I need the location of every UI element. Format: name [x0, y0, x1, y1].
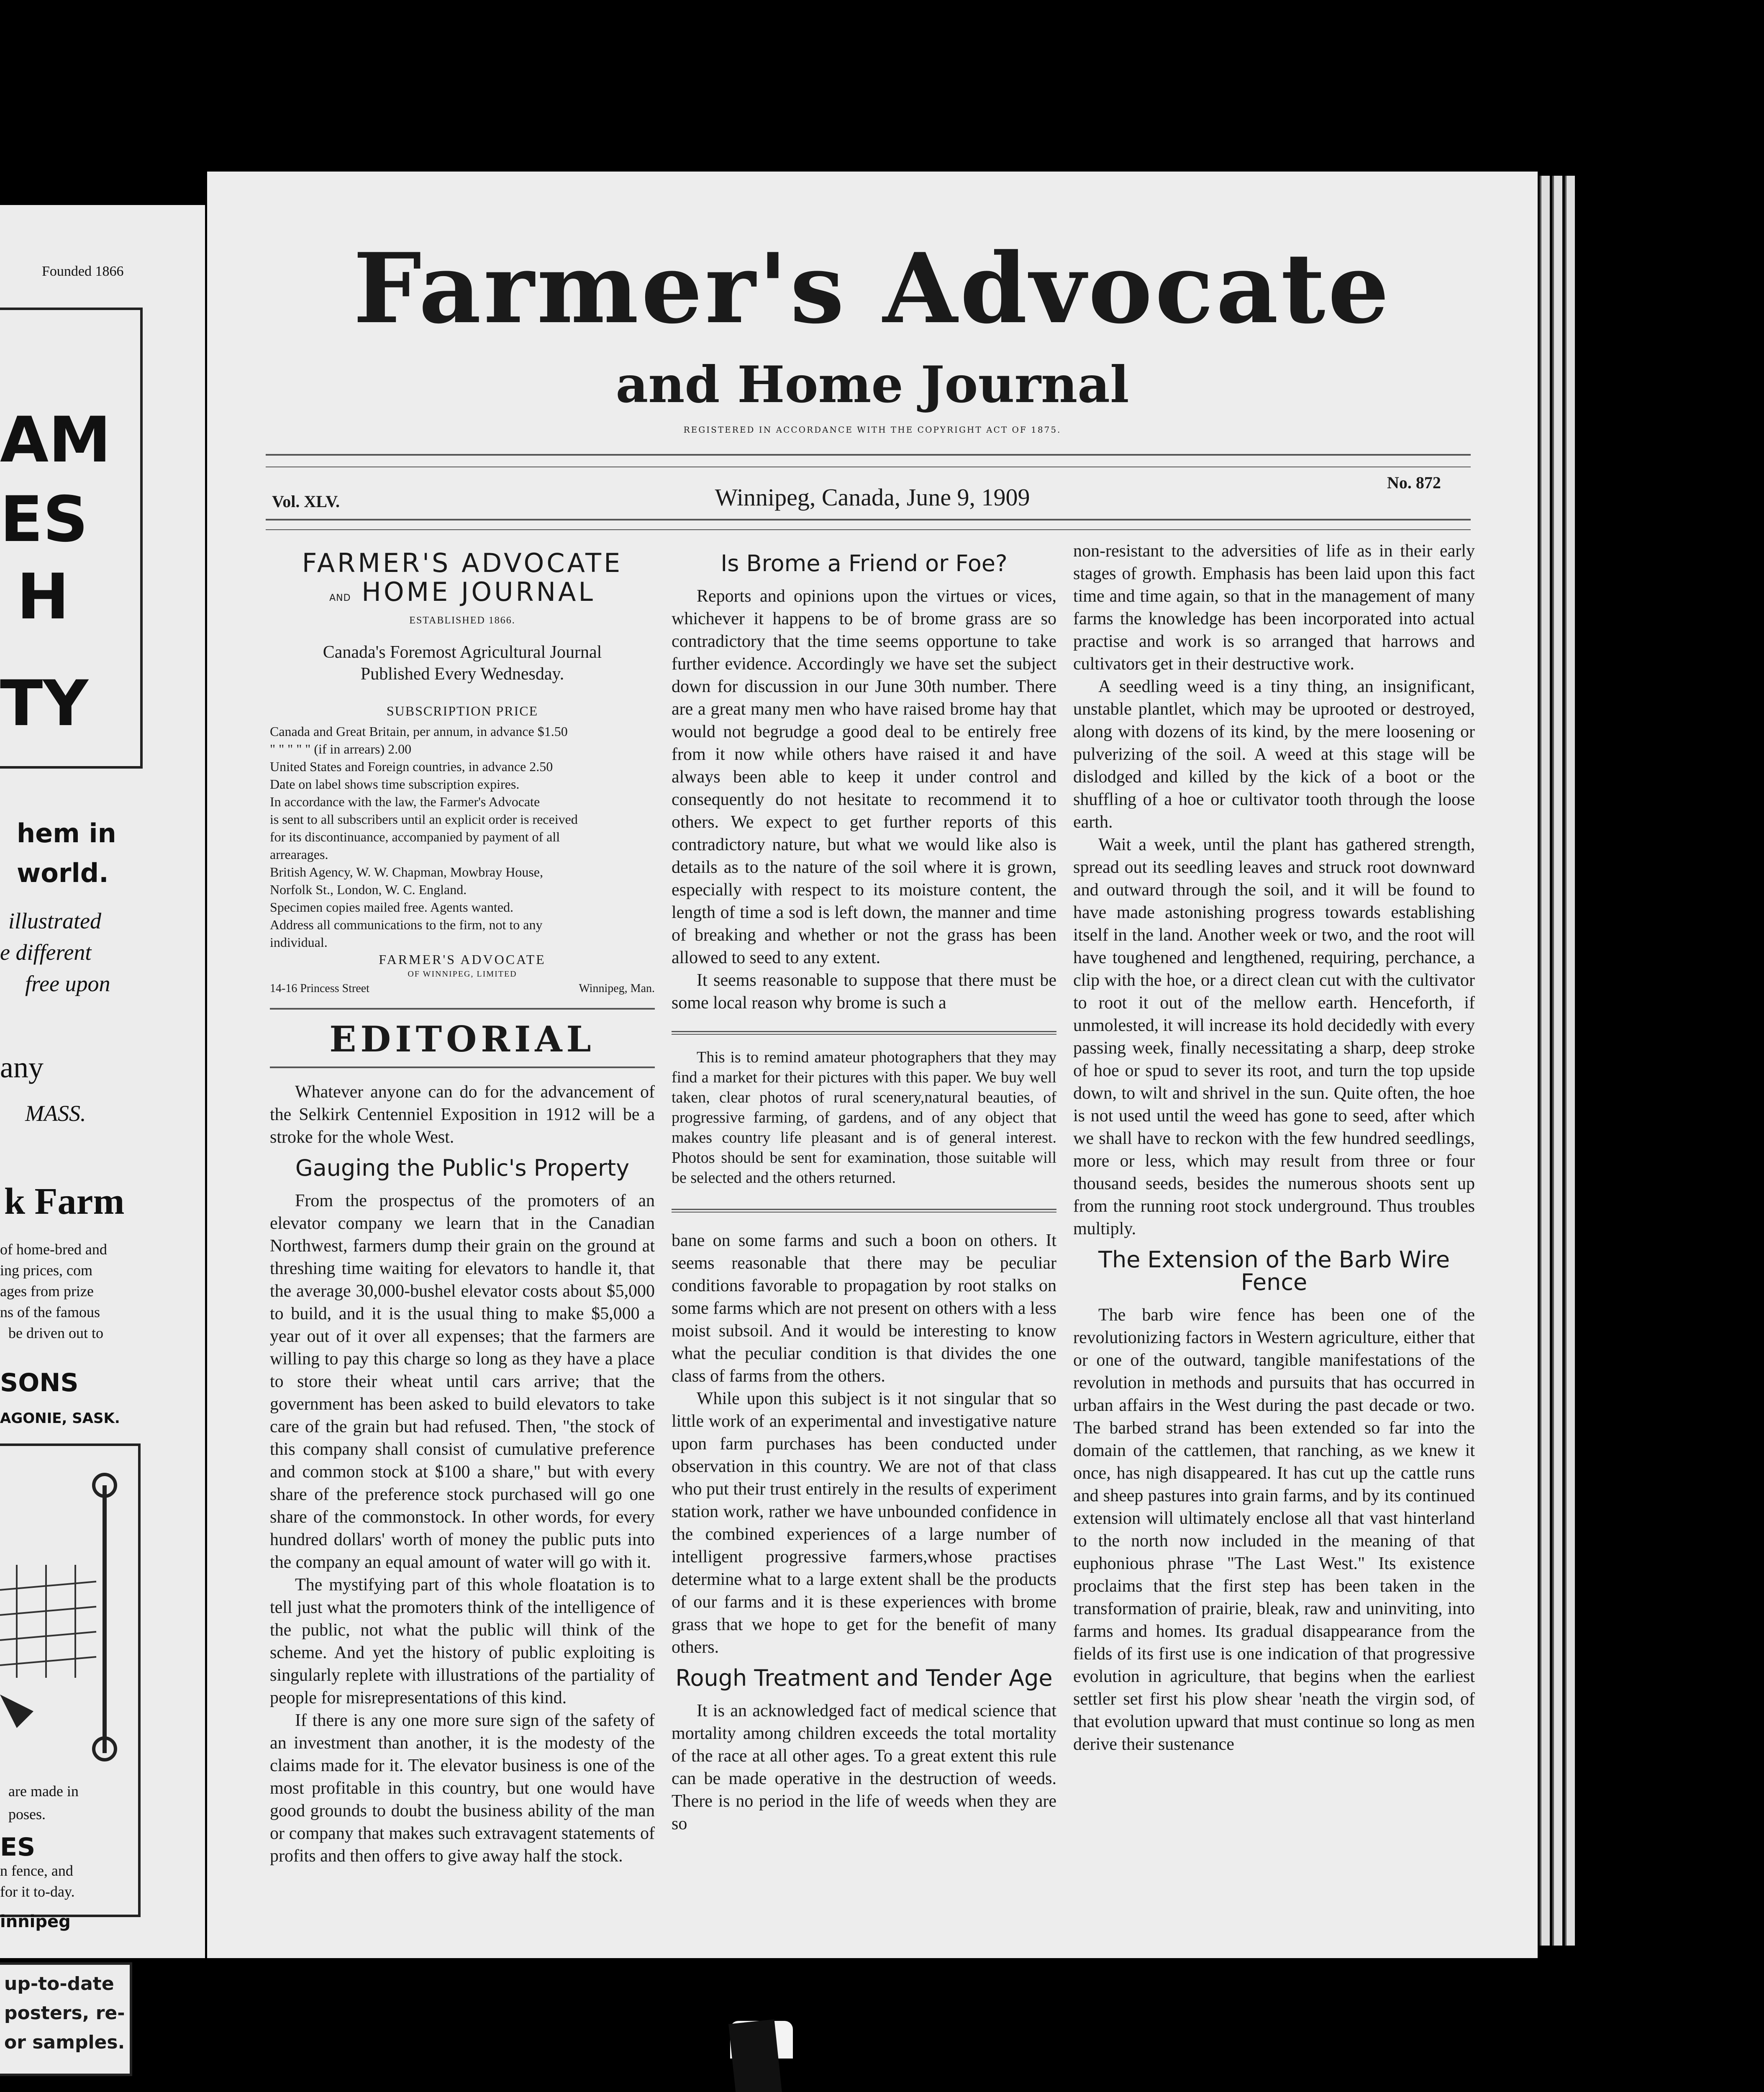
volume: Vol. XLV. [272, 492, 340, 511]
rule [270, 1067, 655, 1068]
paragraph: Wait a week, until the plant has gathered strength, spread out its seedling leaves and struck root downward and outward through the soil, and it will be found to have made astonishing progress towards establishing itself in the land. Another week or two, and the root will have toughened and lengthened, requiring, perchance, a clip with the hoe, or a direct clean cut with the cultivator to root it out of the mellow earth. Henceforth, if unmolested, it will increase its hold decidedly with every passing week, finally necessitating a sharp, deep stroke of hoe or spud to sever its root, and turn the top upside down, to wilt and shrivel in the sun. Quite often, the hoe is not used until the weed has gone to seed, after which we shall have to reckon with the few hundred seedlings, more or less, which may result from three or four thousand seeds, besides the numerous shoots sent up from the running root stock underground. Thus troubles multiply. [1073, 835, 1475, 1238]
ad-text: ages from prize [0, 1283, 94, 1300]
ad-text: poses. [8, 1806, 46, 1823]
address-line [270, 980, 655, 997]
ad-text: AM [0, 404, 111, 477]
masthead-title: Farmer's Advocate [353, 232, 1392, 345]
info-line: Address all communications to the firm, not to any [270, 917, 543, 932]
rule [266, 529, 1471, 530]
ad-text: be driven out to [8, 1325, 103, 1341]
main-page [207, 172, 1538, 1958]
column-1 [270, 548, 655, 1867]
ad-text: innipeg [0, 1912, 71, 1931]
ad-text: illustrated [8, 908, 102, 933]
tagline-1: Canada's Foremost Agricultural Journal [323, 643, 602, 662]
ad-text: of home-bred and [0, 1241, 107, 1258]
ad-text: ES [0, 1833, 36, 1862]
article-heading: Gauging the Public's Property [295, 1155, 630, 1181]
left-facing-page [0, 205, 205, 1958]
article-heading: Is Brome a Friend or Foe? [720, 550, 1008, 577]
info-line: " " " " " (if in arrears) 2.00 [270, 741, 412, 756]
article-heading: Rough Treatment and Tender Age [675, 1665, 1053, 1691]
ad-text: SONS [0, 1368, 79, 1397]
info-line: arrearages. [270, 847, 328, 862]
ad-text: k Farm [4, 1181, 125, 1222]
established: ESTABLISHED 1866. [409, 615, 515, 626]
publisher: FARMER'S ADVOCATE [379, 952, 546, 967]
rule [672, 1031, 1056, 1032]
rule [672, 1034, 1056, 1035]
info-line: Canada and Great Britain, per annum, in advance $1.50 [270, 724, 568, 739]
dateline: Winnipeg, Canada, June 9, 1909 [715, 484, 1030, 511]
city: Winnipeg, Man. [579, 982, 655, 995]
info-line: British Agency, W. W. Chapman, Mowbray House, [270, 864, 543, 879]
info-box-name-2: HOME JOURNAL [362, 577, 595, 607]
publisher-sub: OF WINNIPEG, LIMITED [408, 969, 517, 979]
masthead-subtitle: and Home Journal [615, 355, 1129, 414]
info-line: In accordance with the law, the Farmer's Advocate [270, 794, 540, 809]
ad-text: world. [17, 858, 109, 888]
ad-text: MASS. [25, 1101, 86, 1126]
paragraph: The mystifying part of this whole floatation is to tell just what the promoters think of the intelligence of the public, not what the public will think of the scheme. And yet the history of public exploiting is singularly replete with illustrations of the partiality of people for misrepresentations of this kind. [270, 1575, 655, 1707]
ad-box-3 [0, 1962, 132, 2076]
article-heading: The Extension of the Barb Wire Fence [1098, 1246, 1450, 1295]
info-line: Specimen copies mailed free. Agents wanted. [270, 900, 514, 915]
paragraph: non-resistant to the adversities of life as in their early stages of growth. Emphasis has been laid upon this fact time and time again, so that in the management of many farms the knowledge has been incorporated into actual practise and work is so arranged that harrows and cultivators get in their destructive work. [1073, 541, 1475, 674]
info-line: United States and Foreign countries, in advance 2.50 [270, 759, 553, 774]
ad-text: ns of the famous [0, 1304, 100, 1320]
info-line: individual. [270, 935, 328, 950]
column-2 [672, 548, 1056, 1835]
editorial-intro: Whatever anyone can do for the advancement of the Selkirk Centenniel Exposition in 1912 will be a stroke for the whole West. [270, 1082, 655, 1147]
paragraph: While upon this subject is it not singular that so little work of an experimental and investigative nature upon farm purchases has been conducted under observation in this country. We are not of that class who put their trust entirely in the results of experiment station work, rather we have unbounded confidence in the combined experiences of a large number of intelligent progressive farmers,whose practises determine what to a large extent shall be the products of our farms and it is these experiences with brome grass that we hope to get for the benefit of many others. [672, 1389, 1056, 1657]
ad-text: ing prices, com [0, 1262, 92, 1279]
ad-text: any [0, 1051, 44, 1084]
info-box-name: FARMER'S ADVOCATE [302, 548, 623, 578]
copyright-line: REGISTERED IN ACCORDANCE WITH THE COPYRIGHT ACT OF 1875. [683, 425, 1061, 435]
editorial-heading: EDITORIAL [329, 1018, 595, 1060]
ad-text: free upon [25, 971, 110, 996]
ad-text: hem in [17, 818, 116, 849]
rule [672, 1212, 1056, 1213]
column-3 [1073, 540, 1475, 1756]
photo-notice: This is to remind amateur photographers that they may find a market for their pictures with this paper. We buy well taken, clear photos of rural scenery,natural beauties, of progressive farming, of gardens, and of any object that makes country life pleasant and is of general interest. Photos should be sent for examination, those suitable will be selected and the others returned. [672, 1049, 1056, 1187]
subscription-details [270, 723, 655, 951]
rule [266, 519, 1471, 520]
subscription-heading: SUBSCRIPTION PRICE [386, 703, 538, 718]
info-line: Date on label shows time subscription expires. [270, 777, 520, 792]
paragraph: The barb wire fence has been one of the revolutionizing factors in Western agriculture, either that or one of the outward, tangible manifestations of the revolution in methods and pursuits that has occurred in urban affairs in the West during the past decade or two. The barbed strand has been extended so far into the domain of the cattlemen, that ranching, as we knew it once, has nigh disappeared. It has cut up the cattle runs and sheep pastures into grain farms, and by its continued extension will ultimately enclose all that vast hinterland to the north now included in the meaning of that euphonious phrase "The Last West." Its existence proclaims that the first step has been taken in the transformation of prairie, bleak, raw and uninviting, into farms and homes. Its gradual disappearance from the fields of its first use is one indication of that progressive evolution in agriculture, that begins when the earliest settler set first his plow shear 'neath the virgin sod, of that evolution upward that must continue so long as men derive their sustenance [1073, 1305, 1475, 1754]
ad-text: ES [0, 483, 88, 556]
info-line: for its discontinuance, accompanied by payment of all [270, 829, 560, 844]
paragraph: A seedling weed is a tiny thing, an insignificant, unstable plantlet, which may be uprooted or destroyed, along with dozens of its kind, by the mere loosening or pulverizing of the soil. A weed at this stage will be dislodged and killed by the kick of a boot or the shuffling of a hoe or cultivator tooth through the loose earth. [1073, 677, 1475, 832]
rule [266, 454, 1471, 456]
ad-text: up-to-date [4, 1973, 114, 1995]
founded-note: Founded 1866 [42, 264, 124, 279]
paragraph: bane on some farms and such a boon on others. It seems reasonable that there may be peculiar conditions favorable to propagation by root stalks on some farms which are not present on others with a less moist subsoil. And it would be interesting to know what the peculiar condition is that divides the one class of farms from the others. [672, 1231, 1056, 1386]
issue-number: No. 872 [1387, 473, 1441, 492]
info-box-and: AND [329, 593, 351, 603]
paragraph: Reports and opinions upon the virtues or vices, whichever it happens to be of brome grass are so contradictory that the time seems opportune to take further evidence. Accordingly we have set the subject down for discussion in our June 30th number. There are a great many men who have raised brome hay that would not begrudge a good deal to be entirely free from it now while others have raised it and have always been able to keep it under control and consequently do not hesitate to recommend it to others. We expect to get further reports of this contradictory nature, but what we would like also is details as to the nature of the soil where it is grown, especially with respect to its moisture content, the length of time a sod is left down, the manner and time of breaking and whether or not the grass has been allowed to seed to any extent. [672, 587, 1056, 967]
ad-text: e different [0, 940, 92, 965]
rule [270, 1008, 655, 1010]
paragraph: It seems reasonable to suppose that there must be some local reason why brome is such a [672, 971, 1056, 1013]
info-line: is sent to all subscribers until an explicit order is received [270, 812, 578, 827]
ad-text: for it to-day. [0, 1883, 75, 1900]
ad-text: TY [0, 667, 88, 740]
ad-text: H [17, 561, 69, 633]
paragraph: It is an acknowledged fact of medical science that mortality among children exceeds the total mortality of the race at all other ages. To a great extent this rule can be made operative in the destruction of weeds. There is no period in the life of weeds when they are so [672, 1701, 1056, 1833]
ad-text: are made in [8, 1783, 79, 1800]
paragraph: From the prospectus of the promoters of an elevator company we learn that in the Canadian Northwest, farmers dump their grain on the ground at threshing time waiting for elevators to handle it, that the average 30,000-bushel elevator costs about $5,000 to build, and it is the usual thing to make $5,000 a year out of it over all expenses; that the farmers are willing to pay this charge so long as they have a place to store their wheat until cars arrive; that the government has been asked to build elevators to take care of the grain but had refused. Then, "the stock of this company shall consist of cumulative preference and common stock at $100 a share," but with every share of the preference stock purchased will go one share of the commonstock. In other words, for every hundred dollars' worth of money the public puts into the company an equal amount of water will go with it. [270, 1191, 655, 1572]
bookmark [728, 2019, 807, 2092]
rule [672, 1209, 1056, 1210]
street: 14-16 Princess Street [270, 982, 369, 995]
info-line: Norfolk St., London, W. C. England. [270, 882, 467, 897]
ad-text: posters, re- [4, 2002, 125, 2024]
tagline-2: Published Every Wednesday. [360, 664, 564, 684]
fence-illustration [0, 1460, 134, 1761]
ad-text: AGONIE, SASK. [0, 1410, 120, 1427]
ad-text: n fence, and [0, 1862, 73, 1879]
ad-text: or samples. [4, 2032, 125, 2053]
paragraph: If there is any one more sure sign of the safety of an investment than another, it is the modesty of the claims made for it. The elevator business is one of the most profitable in this country, but one would have good grounds to doubt the business ability of the man or company that makes such extravagent statements of profits and then offers to give away half the stock. [270, 1711, 655, 1866]
